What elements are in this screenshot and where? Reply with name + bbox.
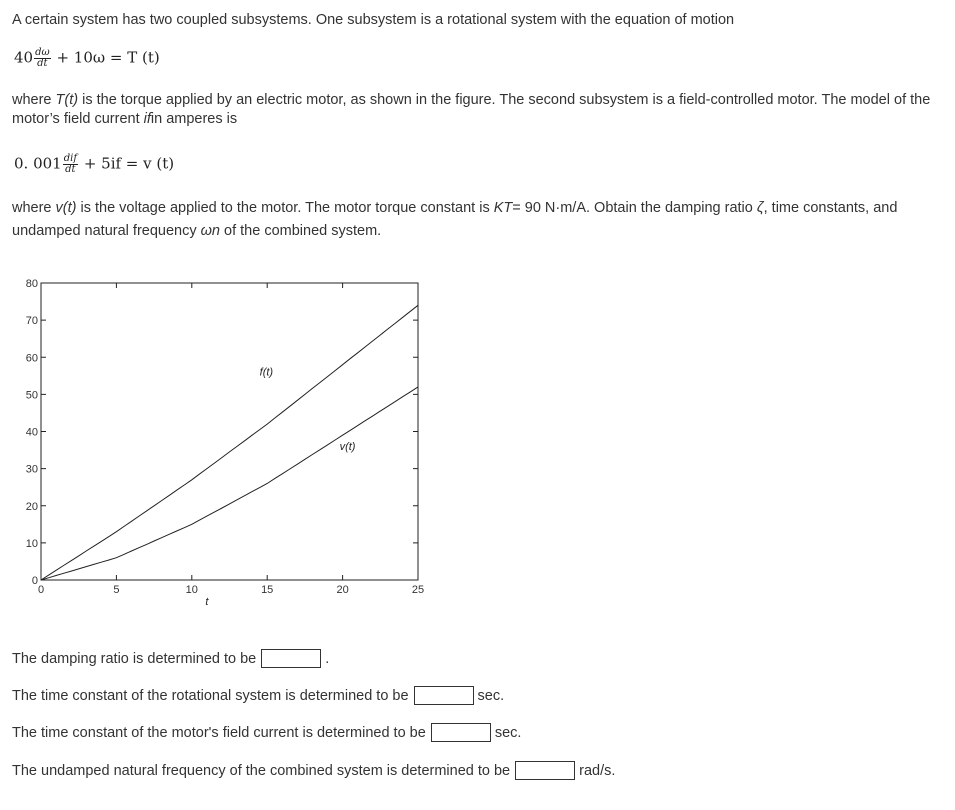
eq2-num: dif bbox=[63, 153, 78, 164]
q1-label: The damping ratio is determined to be bbox=[12, 650, 257, 667]
q1-unit: . bbox=[325, 650, 330, 667]
y-tick-label: 20 bbox=[25, 500, 38, 513]
field-time-constant-input[interactable] bbox=[431, 723, 491, 742]
y-tick-label: 50 bbox=[25, 389, 38, 402]
eq2-rest: + 5if = v (t) bbox=[83, 154, 175, 173]
x-tick-label: 5 bbox=[113, 584, 120, 596]
q2-unit: sec. bbox=[477, 687, 505, 704]
question-field-time-constant bbox=[12, 723, 521, 742]
rotational-time-constant-input[interactable] bbox=[414, 686, 474, 705]
q4-unit: rad/s. bbox=[579, 762, 616, 779]
annotation-f: f(t) bbox=[259, 366, 274, 379]
q3-label: The time constant of the motor's field current is determined to be bbox=[12, 724, 426, 741]
annotation-v: v(t) bbox=[339, 440, 356, 453]
question-natural-frequency bbox=[12, 761, 615, 780]
x-axis-label: t bbox=[205, 596, 209, 608]
plot-frame bbox=[41, 283, 418, 580]
series-line-v bbox=[41, 387, 418, 580]
q2-label: The time constant of the rotational system is determined to be bbox=[12, 687, 409, 704]
p3-omega-symbol: ωn bbox=[200, 223, 220, 239]
question-damping-ratio bbox=[12, 649, 329, 668]
p3-voltage-symbol: v(t) bbox=[55, 200, 77, 216]
eq2-coef: 0. 001 bbox=[14, 154, 62, 173]
eq1-num: dω bbox=[35, 47, 50, 58]
y-tick-label: 60 bbox=[25, 352, 38, 365]
p2-text-a: where bbox=[12, 92, 56, 108]
y-tick-label: 80 bbox=[25, 278, 38, 290]
eq1-rest: + 10ω = T (t) bbox=[56, 48, 160, 67]
p2-text-b: is the torque applied by an electric motor, as shown in the figure. The second subsystem is a field-controlled motor. The model of the motor’s field current bbox=[12, 92, 931, 127]
p2-text-c: in amperes is bbox=[150, 111, 238, 127]
intro-text: A certain system has two coupled subsystems. One subsystem is a rotational system with the equation of motion bbox=[12, 12, 735, 28]
p3-torque-constant-symbol: KT bbox=[493, 200, 513, 216]
x-tick-label: 0 bbox=[37, 584, 45, 596]
natural-frequency-input[interactable] bbox=[515, 761, 575, 780]
p3-text-a: where bbox=[12, 200, 56, 216]
x-tick-label: 20 bbox=[336, 584, 349, 596]
q4-label: The undamped natural frequency of the combined system is determined to be bbox=[12, 762, 511, 779]
x-tick-label: 25 bbox=[411, 584, 425, 596]
q3-unit: sec. bbox=[494, 724, 522, 741]
p3-text-c: = 90 N·m/A. Obtain the damping ratio bbox=[512, 200, 757, 216]
y-tick-label: 40 bbox=[25, 426, 38, 439]
damping-ratio-input[interactable] bbox=[261, 649, 321, 668]
p2-torque-symbol: T(t) bbox=[55, 92, 79, 108]
p2-current-symbol: if bbox=[143, 111, 151, 127]
p3-text-b: is the voltage applied to the motor. The motor torque constant is bbox=[76, 200, 494, 216]
y-tick-label: 10 bbox=[25, 537, 38, 550]
series-line-f bbox=[41, 305, 418, 580]
p3-text-d: , time constants, and undamped natural frequency bbox=[12, 200, 898, 239]
eq1-coef: 40 bbox=[14, 48, 34, 67]
eq2-den: dt bbox=[65, 164, 76, 175]
eq1-den: dt bbox=[37, 58, 48, 69]
question-rotational-time-constant bbox=[12, 686, 504, 705]
y-tick-label: 70 bbox=[25, 315, 38, 328]
p3-text-e: of the combined system. bbox=[220, 223, 382, 239]
p3-zeta-symbol: ζ bbox=[756, 200, 764, 216]
x-tick-label: 10 bbox=[185, 584, 198, 596]
y-tick-label: 0 bbox=[31, 575, 38, 587]
y-tick-label: 30 bbox=[25, 463, 38, 476]
x-tick-label: 15 bbox=[261, 584, 274, 596]
